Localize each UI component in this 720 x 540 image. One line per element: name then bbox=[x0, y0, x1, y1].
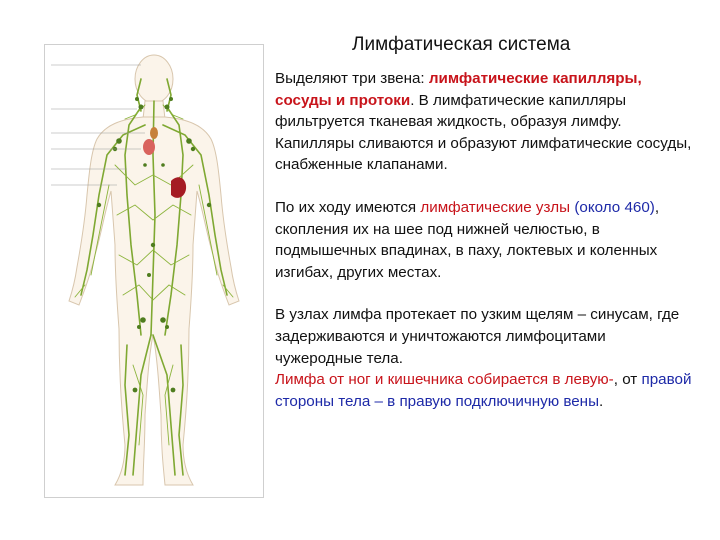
text-segment: , от bbox=[613, 371, 642, 389]
highlight-three-links: лимфатические капилляры, сосуды и протоки bbox=[275, 70, 642, 109]
text-segment: В узлах лимфа протекает по узким щелям – синусам, где задерживаются и уничтожаются лимфоцитами чужеродные тела. bbox=[275, 306, 680, 367]
highlight-right-vein: правой стороны тела – в правую подключичную вены bbox=[275, 371, 692, 410]
lymphatic-system-figure bbox=[44, 44, 264, 498]
highlight-left-vein: Лимфа от ног и кишечника собирается в левую- bbox=[275, 371, 614, 389]
text-segment: По их ходу имеются bbox=[275, 198, 421, 216]
text-segment: Выделяют три звена: bbox=[275, 70, 429, 87]
text-segment: . В лимфатические капилляры фильтруется тканевая жидкость, образуя лимфу. Капилляры сливаются и образуют лимфатические сосуды, снабженные клапанами. bbox=[275, 91, 692, 174]
paragraph-lymph-flow bbox=[275, 304, 695, 412]
highlight-node-count: (около 460) bbox=[574, 198, 655, 216]
highlight-lymph-nodes: лимфатические узлы bbox=[420, 198, 571, 216]
paragraph-lymph-nodes bbox=[275, 197, 695, 283]
paragraph-lymph-links bbox=[275, 68, 695, 176]
text-segment: , скопления их на шее под нижней челюстью, в подмышечных впадинах, в паху, локтевых и коленных изгибах, других местах. bbox=[275, 198, 660, 281]
text-segment: . bbox=[599, 392, 604, 410]
slide-title: Лимфатическая система bbox=[352, 34, 571, 55]
text-column bbox=[275, 68, 695, 412]
lymphatic-system-illustration-icon bbox=[45, 45, 263, 497]
